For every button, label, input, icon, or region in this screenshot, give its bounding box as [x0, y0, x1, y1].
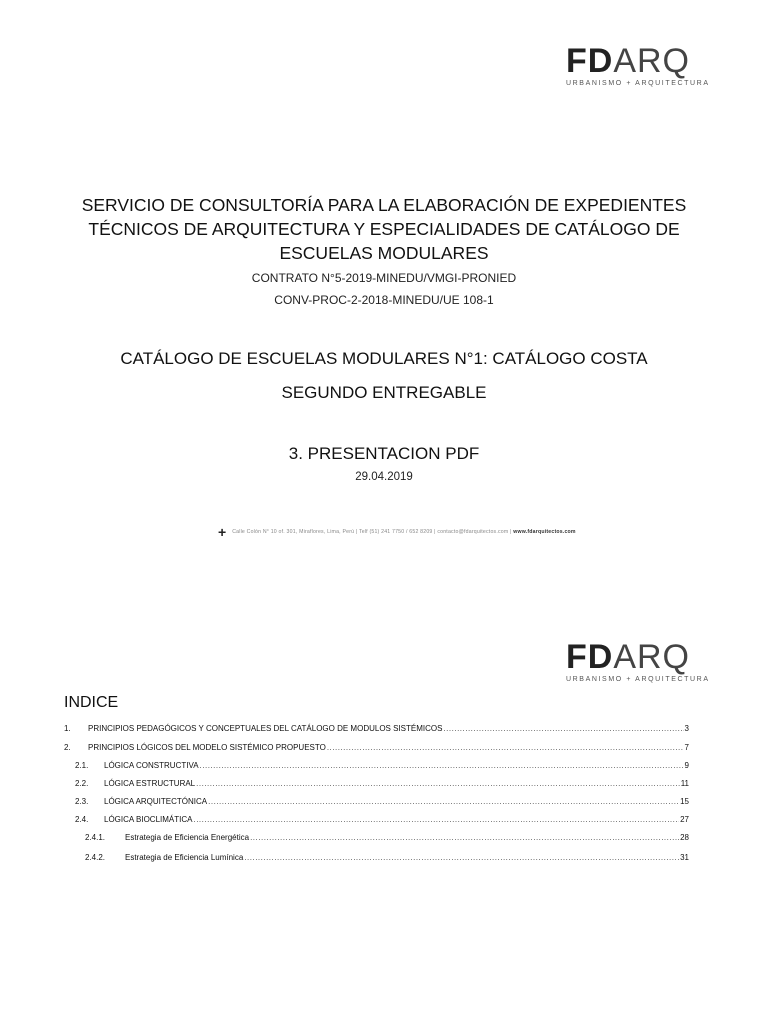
title-line: TÉCNICOS DE ARQUITECTURA Y ESPECIALIDADES DE CATÁLOGO DE	[88, 219, 680, 239]
cover-footer	[218, 524, 576, 540]
title-line: ESCUELAS MODULARES	[279, 243, 489, 263]
toc-entry[interactable]: 2.4.2. Estrategia de Eficiencia Lumínica ..... 31	[85, 853, 689, 862]
toc-leader	[196, 779, 680, 788]
toc-entry[interactable]: 2.2. LÓGICA ESTRUCTURAL ..... 11	[75, 779, 689, 788]
contract-number: CONTRATO N°5-2019-MINEDU/VMGI-PRONIED	[251, 271, 517, 285]
toc-leader	[250, 833, 679, 842]
title-line: SERVICIO DE CONSULTORÍA PARA LA ELABORACIÓN DE EXPEDIENTES	[81, 195, 687, 215]
deliverable-label: SEGUNDO ENTREGABLE	[281, 383, 487, 402]
company-logo	[566, 640, 710, 683]
logo-tagline: URBANISMO + ARQUITECTURA	[566, 676, 710, 683]
presentation-title: 3. PRESENTACION PDF	[288, 444, 480, 463]
toc-leader	[193, 815, 679, 824]
document-title	[60, 193, 708, 265]
toc-entry[interactable]: 2.1. LÓGICA CONSTRUCTIVA ..... 9	[75, 761, 689, 770]
logo-mark: FDARQ	[566, 42, 691, 80]
toc-entry[interactable]: 1. PRINCIPIOS PEDAGÓGICOS Y CONCEPTUALES DEL CATÁLOGO DE MODULOS SISTÉMICOS ..... 3	[64, 724, 689, 733]
procedure-number: CONV-PROC-2-2018-MINEDU/UE 108-1	[274, 293, 494, 307]
logo-tagline: URBANISMO + ARQUITECTURA	[566, 80, 710, 87]
toc-leader	[327, 743, 684, 752]
toc-leader	[443, 724, 683, 733]
company-logo	[566, 44, 710, 87]
toc-entry[interactable]: 2. PRINCIPIOS LÓGICOS DEL MODELO SISTÉMICO PROPUESTO ..... 7	[64, 743, 689, 752]
toc-leader	[244, 853, 679, 862]
toc-leader	[208, 797, 679, 806]
footer-contact: Calle Colón N° 10 of. 301, Miraflores, Lima, Perú | Telf (51) 241 7750 / 652 8209 | contacto@fdarquitectos.com | www.fdarquitectos.com	[232, 529, 576, 535]
catalog-title: CATÁLOGO DE ESCUELAS MODULARES N°1: CATÁLOGO COSTA	[120, 349, 648, 368]
logo-mark: FDARQ	[566, 638, 691, 676]
toc-entry[interactable]: 2.3. LÓGICA ARQUITECTÓNICA ..... 15	[75, 797, 689, 806]
toc-leader	[200, 761, 684, 770]
footer-website[interactable]: www.fdarquitectos.com	[513, 529, 576, 535]
plus-icon: +	[218, 524, 227, 540]
document-date: 29.04.2019	[355, 471, 413, 483]
toc-entry[interactable]: 2.4. LÓGICA BIOCLIMÁTICA ..... 27	[75, 815, 689, 824]
index-heading: INDICE	[64, 694, 119, 711]
index-page	[0, 600, 768, 1024]
toc-entry[interactable]: 2.4.1. Estrategia de Eficiencia Energética ..... 28	[85, 833, 689, 842]
